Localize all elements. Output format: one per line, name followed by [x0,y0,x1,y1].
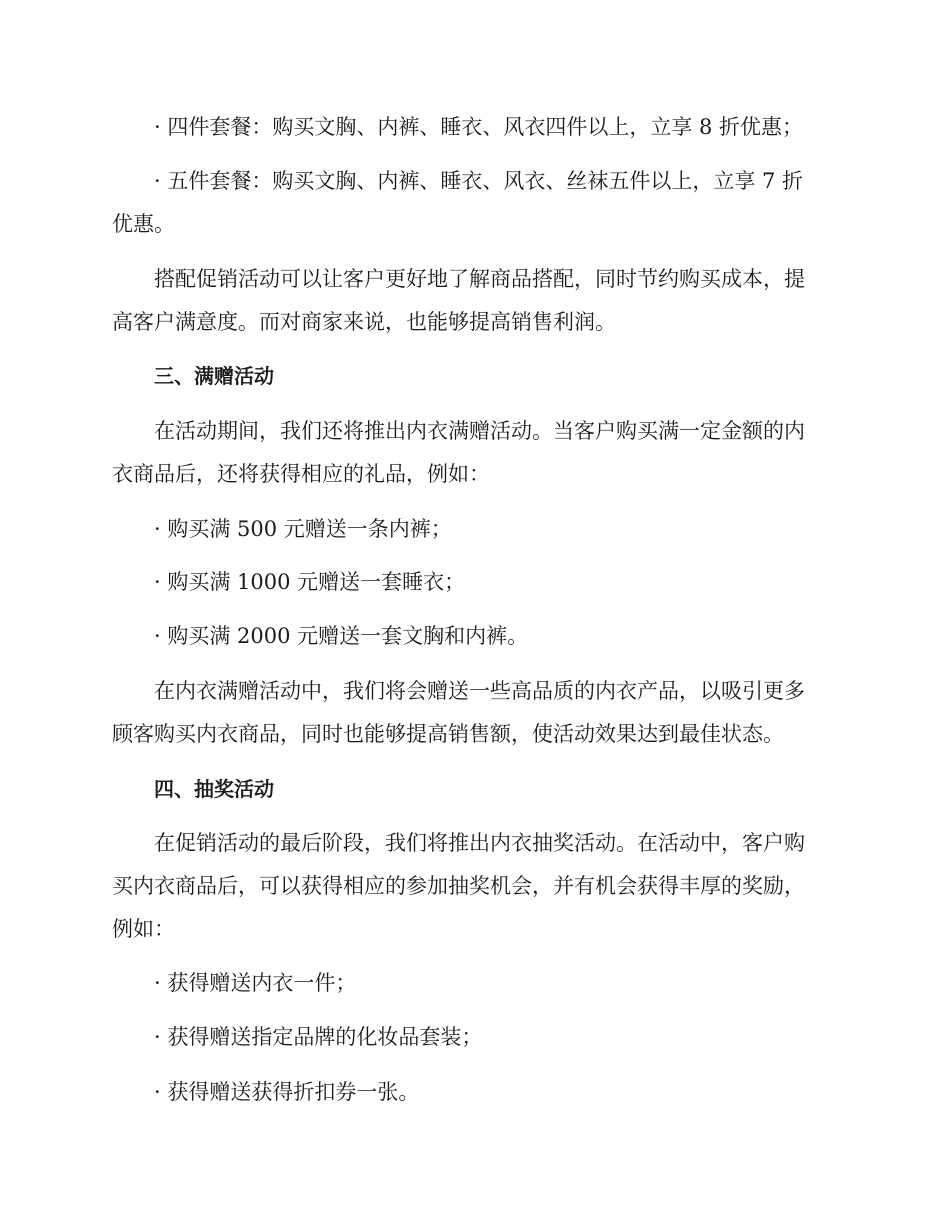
gift-bullet-text: · 购买满 500 元赠送一条内裤； [154,517,452,541]
prize-bullet-text: · 获得赠送指定品牌的化妆品套装； [154,1025,483,1049]
combo-paragraph [112,258,832,344]
combo-line-1: 搭配促销活动可以让客户更好地了解商品搭配，同时节约购买成本，提 [154,267,805,291]
section-4-intro-line-3: 例如： [112,917,175,941]
section-4-intro-line-1: 在促销活动的最后阶段，我们将推出内衣抽奖活动。在活动中，客户购 [154,831,805,855]
gift-bullet [112,508,832,551]
package-five-line-1: · 五件套餐：购买文胸、内裤、睡衣、风衣、丝袜五件以上，立享 7 折 [154,169,804,193]
section-3-heading-block [112,355,832,398]
package-four-text: · 四件套餐：购买文胸、内裤、睡衣、风衣四件以上，立享 8 折优惠； [154,115,804,139]
section-4-heading-block [112,768,832,811]
combo-line-2: 高客户满意度。而对商家来说，也能够提高销售利润。 [112,310,616,334]
section-3-summary-line-2: 顾客购买内衣商品，同时也能够提高销售额，使活动效果达到最佳状态。 [112,722,784,746]
prize-bullet [112,1016,832,1059]
prize-bullet-text: · 获得赠送获得折扣券一张。 [154,1080,420,1104]
package-five-bullet [112,160,832,246]
prize-bullet [112,1071,832,1114]
prize-bullet-text: · 获得赠送内衣一件； [154,971,357,995]
package-five-line-2: 优惠。 [112,212,175,236]
gift-bullet [112,561,832,604]
gift-bullet-text: · 购买满 1000 元赠送一套睡衣； [154,570,466,594]
section-4-intro [112,822,832,951]
gift-bullet [112,615,832,658]
section-4-heading: 四、抽奖活动 [154,777,274,801]
package-four-bullet [112,106,832,149]
section-3-intro [112,410,832,496]
section-3-heading: 三、满赠活动 [154,364,274,388]
section-3-intro-line-1: 在活动期间，我们还将推出内衣满赠活动。当客户购买满一定金额的内 [154,419,805,443]
prize-bullet [112,962,832,1005]
section-3-intro-line-2: 衣商品后，还将获得相应的礼品，例如： [112,462,490,486]
gift-bullet-text: · 购买满 2000 元赠送一套文胸和内裤。 [154,624,529,648]
section-3-summary-line-1: 在内衣满赠活动中，我们将会赠送一些高品质的内衣产品，以吸引更多 [154,679,805,703]
section-3-summary [112,670,832,756]
section-4-intro-line-2: 买内衣商品后，可以获得相应的参加抽奖机会，并有机会获得丰厚的奖励， [112,874,805,898]
